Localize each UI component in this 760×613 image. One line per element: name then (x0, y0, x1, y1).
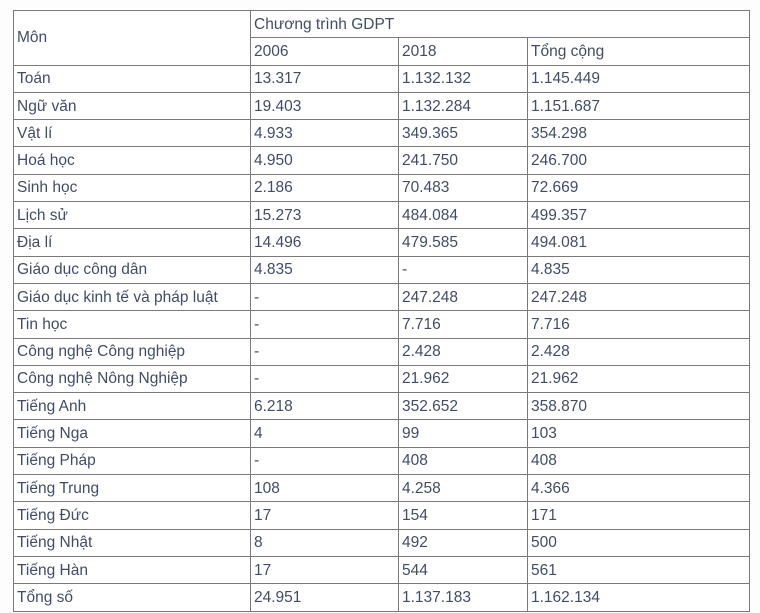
row-label: Công nghệ Công nghiệp (14, 338, 251, 365)
cell-tong-cong: 72.669 (528, 174, 750, 201)
cell-2006: 4 (251, 420, 399, 447)
cell-2018: 352.652 (399, 393, 528, 420)
cell-2018: 484.084 (399, 202, 528, 229)
table-row (14, 338, 750, 365)
cell-tong-cong: 1.151.687 (528, 92, 750, 119)
table-header (14, 11, 750, 66)
row-label: Tiếng Đức (14, 502, 251, 529)
table-row (14, 256, 750, 283)
column-header-mon: Môn (14, 11, 251, 66)
table-row (14, 529, 750, 556)
row-label: Giáo dục kinh tế và pháp luật (14, 283, 251, 310)
row-label: Ngữ văn (14, 92, 251, 119)
cell-2006: 2.186 (251, 174, 399, 201)
cell-2006: - (251, 311, 399, 338)
cell-2018: 408 (399, 447, 528, 474)
cell-2018: 492 (399, 529, 528, 556)
cell-2018: 7.716 (399, 311, 528, 338)
row-label: Toán (14, 65, 251, 92)
cell-2018: 1.132.284 (399, 92, 528, 119)
row-label: Vật lí (14, 120, 251, 147)
cell-tong-cong: 4.835 (528, 256, 750, 283)
row-label: Địa lí (14, 229, 251, 256)
column-header-2018: 2018 (399, 38, 528, 65)
table-row (14, 502, 750, 529)
cell-2006: 17 (251, 502, 399, 529)
cell-2006: 6.218 (251, 393, 399, 420)
cell-tong-cong: 21.962 (528, 365, 750, 392)
row-label: Tiếng Pháp (14, 447, 251, 474)
cell-tong-cong: 494.081 (528, 229, 750, 256)
cell-tong-cong: 561 (528, 556, 750, 583)
table-row (14, 475, 750, 502)
cell-2006: 24.951 (251, 584, 399, 611)
table-row (14, 283, 750, 310)
cell-tong-cong: 358.870 (528, 393, 750, 420)
table-row (14, 147, 750, 174)
cell-2006: 14.496 (251, 229, 399, 256)
row-label: Công nghệ Nông Nghiệp (14, 365, 251, 392)
table-row (14, 447, 750, 474)
cell-tong-cong: 1.162.134 (528, 584, 750, 611)
cell-tong-cong: 247.248 (528, 283, 750, 310)
row-label: Sinh học (14, 174, 251, 201)
cell-2018: 154 (399, 502, 528, 529)
cell-tong-cong: 499.357 (528, 202, 750, 229)
row-label: Hoá học (14, 147, 251, 174)
row-label: Tiếng Nga (14, 420, 251, 447)
table-row (14, 92, 750, 119)
cell-tong-cong: 103 (528, 420, 750, 447)
cell-2018: 247.248 (399, 283, 528, 310)
cell-tong-cong: 354.298 (528, 120, 750, 147)
cell-2018: 544 (399, 556, 528, 583)
row-label: Tiếng Nhật (14, 529, 251, 556)
table-row (14, 65, 750, 92)
cell-2006: - (251, 338, 399, 365)
row-label: Tiếng Anh (14, 393, 251, 420)
table-row (14, 556, 750, 583)
cell-2006: 17 (251, 556, 399, 583)
cell-2006: 4.933 (251, 120, 399, 147)
cell-2006: - (251, 283, 399, 310)
cell-2018: 1.137.183 (399, 584, 528, 611)
table-row (14, 174, 750, 201)
row-label: Tiếng Trung (14, 475, 251, 502)
gdpt-statistics-table (13, 10, 750, 612)
cell-2018: 349.365 (399, 120, 528, 147)
cell-tong-cong: 246.700 (528, 147, 750, 174)
table-row (14, 393, 750, 420)
cell-tong-cong: 2.428 (528, 338, 750, 365)
cell-2006: - (251, 447, 399, 474)
cell-2006: 8 (251, 529, 399, 556)
row-label: Tiếng Hàn (14, 556, 251, 583)
cell-2006: - (251, 365, 399, 392)
cell-2006: 19.403 (251, 92, 399, 119)
table-row (14, 584, 750, 611)
column-header-tong-cong: Tổng cộng (528, 38, 750, 65)
cell-2018: 479.585 (399, 229, 528, 256)
cell-2006: 108 (251, 475, 399, 502)
table-row (14, 311, 750, 338)
row-label: Lịch sử (14, 202, 251, 229)
group-header-chuong-trinh-gdpt: Chương trình GDPT (251, 11, 750, 38)
table-row (14, 202, 750, 229)
cell-tong-cong: 171 (528, 502, 750, 529)
table-row (14, 120, 750, 147)
table-row (14, 365, 750, 392)
cell-2018: 21.962 (399, 365, 528, 392)
table-body (14, 65, 750, 611)
cell-2018: 241.750 (399, 147, 528, 174)
table-row (14, 229, 750, 256)
cell-2018: 99 (399, 420, 528, 447)
cell-2018: 70.483 (399, 174, 528, 201)
cell-tong-cong: 408 (528, 447, 750, 474)
cell-2018: 4.258 (399, 475, 528, 502)
cell-tong-cong: 500 (528, 529, 750, 556)
cell-2006: 13.317 (251, 65, 399, 92)
cell-2006: 4.950 (251, 147, 399, 174)
cell-2018: 2.428 (399, 338, 528, 365)
cell-tong-cong: 4.366 (528, 475, 750, 502)
cell-tong-cong: 1.145.449 (528, 65, 750, 92)
row-label: Tổng số (14, 584, 251, 611)
row-label: Tin học (14, 311, 251, 338)
cell-2006: 15.273 (251, 202, 399, 229)
column-header-2006: 2006 (251, 38, 399, 65)
cell-2018: 1.132.132 (399, 65, 528, 92)
table-header-row-group (14, 11, 750, 38)
table-row (14, 420, 750, 447)
row-label: Giáo dục công dân (14, 256, 251, 283)
cell-2018: - (399, 256, 528, 283)
cell-2006: 4.835 (251, 256, 399, 283)
cell-tong-cong: 7.716 (528, 311, 750, 338)
